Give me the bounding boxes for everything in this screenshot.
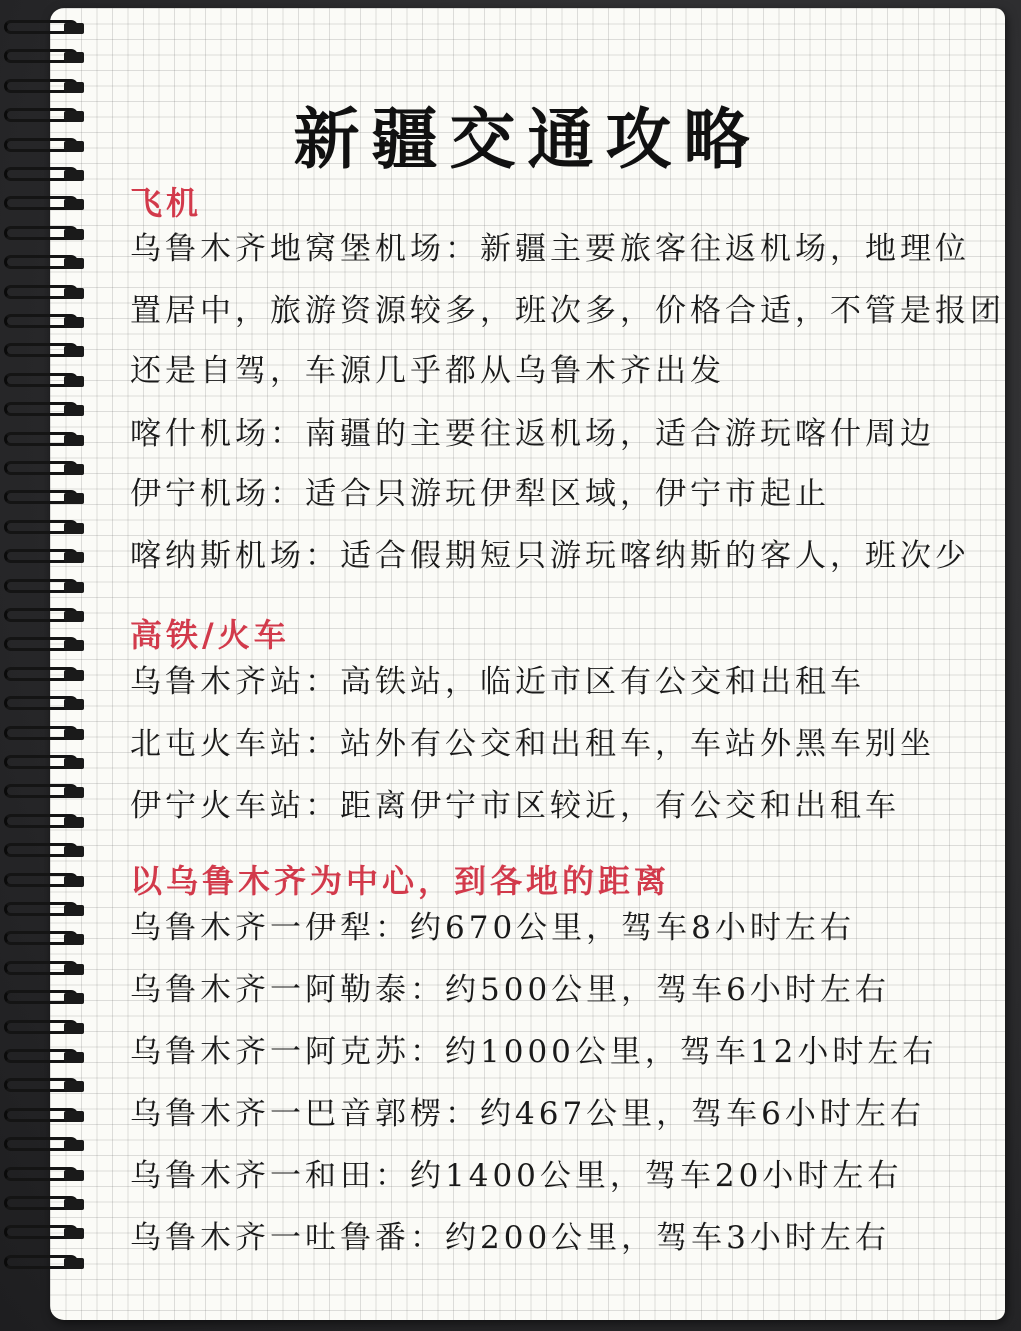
- punch-hole: [64, 405, 84, 416]
- punch-hole: [64, 1170, 84, 1181]
- rail-line-2: 北屯火车站：站外有公交和出租车，车站外黑车别坐: [130, 726, 935, 762]
- spiral-ring: [4, 579, 94, 597]
- spiral-ring: [4, 931, 94, 949]
- spiral-ring: [4, 255, 94, 273]
- rail-line-3: 伊宁火车站：距离伊宁市区较近，有公交和出租车: [130, 788, 900, 824]
- punch-hole: [64, 1111, 84, 1122]
- punch-hole: [64, 1258, 84, 1269]
- punch-hole: [64, 435, 84, 446]
- distance-line-3: 乌鲁木齐一阿克苏：约1000公里，驾车12小时左右: [130, 1034, 938, 1070]
- spiral-ring: [4, 108, 94, 126]
- punch-hole: [64, 993, 84, 1004]
- section-heading-rail: 高铁/火车: [130, 616, 290, 654]
- spiral-ring: [4, 1108, 94, 1126]
- punch-hole: [64, 846, 84, 857]
- distance-line-2: 乌鲁木齐一阿勒泰：约500公里，驾车6小时左右: [130, 972, 890, 1008]
- spiral-ring: [4, 226, 94, 244]
- distance-line-4: 乌鲁木齐一巴音郭楞：约467公里，驾车6小时左右: [130, 1096, 925, 1132]
- punch-hole: [64, 52, 84, 63]
- punch-hole: [64, 346, 84, 357]
- spiral-ring: [4, 167, 94, 185]
- distance-line-6: 乌鲁木齐一吐鲁番：约200公里，驾车3小时左右: [130, 1220, 890, 1256]
- punch-hole: [64, 23, 84, 34]
- spiral-ring: [4, 608, 94, 626]
- spiral-ring: [4, 49, 94, 67]
- punch-hole: [64, 1023, 84, 1034]
- punch-hole: [64, 493, 84, 504]
- spiral-ring: [4, 549, 94, 567]
- rail-line-1: 乌鲁木齐站：高铁站，临近市区有公交和出租车: [130, 664, 865, 700]
- distance-line-5: 乌鲁木齐一和田：约1400公里，驾车20小时左右: [130, 1158, 903, 1194]
- spiral-ring: [4, 285, 94, 303]
- punch-hole: [64, 1199, 84, 1210]
- section-heading-flight: 飞机: [130, 184, 203, 222]
- punch-hole: [64, 699, 84, 710]
- spiral-ring: [4, 1196, 94, 1214]
- punch-hole: [64, 552, 84, 563]
- punch-hole: [64, 582, 84, 593]
- punch-hole: [64, 729, 84, 740]
- punch-hole: [64, 464, 84, 475]
- punch-hole: [64, 787, 84, 798]
- punch-hole: [64, 141, 84, 152]
- flight-line-2: 置居中，旅游资源较多，班次多，价格合适，不管是报团: [130, 293, 1005, 329]
- punch-hole: [64, 611, 84, 622]
- spiral-ring: [4, 961, 94, 979]
- spiral-ring: [4, 520, 94, 538]
- punch-hole: [64, 229, 84, 240]
- spiral-binding: [0, 20, 100, 1310]
- spiral-ring: [4, 1020, 94, 1038]
- flight-line-4: 喀什机场：南疆的主要往返机场，适合游玩喀什周边: [130, 416, 935, 452]
- spiral-ring: [4, 637, 94, 655]
- spiral-ring: [4, 990, 94, 1008]
- punch-hole: [64, 1228, 84, 1239]
- spiral-ring: [4, 696, 94, 714]
- spiral-ring: [4, 1049, 94, 1067]
- spiral-ring: [4, 843, 94, 861]
- punch-hole: [64, 758, 84, 769]
- punch-hole: [64, 523, 84, 534]
- distance-line-1: 乌鲁木齐一伊犁：约670公里，驾车8小时左右: [130, 910, 855, 946]
- punch-hole: [64, 317, 84, 328]
- punch-hole: [64, 876, 84, 887]
- spiral-ring: [4, 138, 94, 156]
- flight-line-6: 喀纳斯机场：适合假期短只游玩喀纳斯的客人，班次少: [130, 538, 970, 574]
- spiral-ring: [4, 343, 94, 361]
- spiral-ring: [4, 490, 94, 508]
- punch-hole: [64, 1140, 84, 1151]
- flight-line-5: 伊宁机场：适合只游玩伊犁区域，伊宁市起止: [130, 476, 830, 512]
- flight-line-3: 还是自驾，车源几乎都从乌鲁木齐出发: [130, 353, 725, 389]
- punch-hole: [64, 905, 84, 916]
- punch-hole: [64, 111, 84, 122]
- spiral-ring: [4, 1137, 94, 1155]
- section-heading-distance: 以乌鲁木齐为中心，到各地的距离: [130, 862, 671, 900]
- spiral-ring: [4, 873, 94, 891]
- spiral-ring: [4, 667, 94, 685]
- spiral-ring: [4, 726, 94, 744]
- spiral-ring: [4, 196, 94, 214]
- spiral-ring: [4, 784, 94, 802]
- notebook-page: [50, 8, 1005, 1320]
- punch-hole: [64, 1081, 84, 1092]
- spiral-ring: [4, 814, 94, 832]
- punch-hole: [64, 817, 84, 828]
- punch-hole: [64, 964, 84, 975]
- spiral-ring: [4, 79, 94, 97]
- punch-hole: [64, 288, 84, 299]
- spiral-ring: [4, 755, 94, 773]
- punch-hole: [64, 82, 84, 93]
- flight-line-1: 乌鲁木齐地窝堡机场：新疆主要旅客往返机场，地理位: [130, 231, 970, 267]
- spiral-ring: [4, 461, 94, 479]
- spiral-ring: [4, 1255, 94, 1273]
- spiral-ring: [4, 20, 94, 38]
- punch-hole: [64, 258, 84, 269]
- punch-hole: [64, 640, 84, 651]
- spiral-ring: [4, 1078, 94, 1096]
- spiral-ring: [4, 432, 94, 450]
- punch-hole: [64, 199, 84, 210]
- punch-hole: [64, 670, 84, 681]
- spiral-ring: [4, 902, 94, 920]
- punch-hole: [64, 170, 84, 181]
- punch-hole: [64, 934, 84, 945]
- punch-hole: [64, 376, 84, 387]
- spiral-ring: [4, 1225, 94, 1243]
- spiral-ring: [4, 402, 94, 420]
- spiral-ring: [4, 373, 94, 391]
- spiral-ring: [4, 314, 94, 332]
- punch-hole: [64, 1052, 84, 1063]
- spiral-ring: [4, 1167, 94, 1185]
- page-title: 新疆交通攻略: [293, 100, 762, 178]
